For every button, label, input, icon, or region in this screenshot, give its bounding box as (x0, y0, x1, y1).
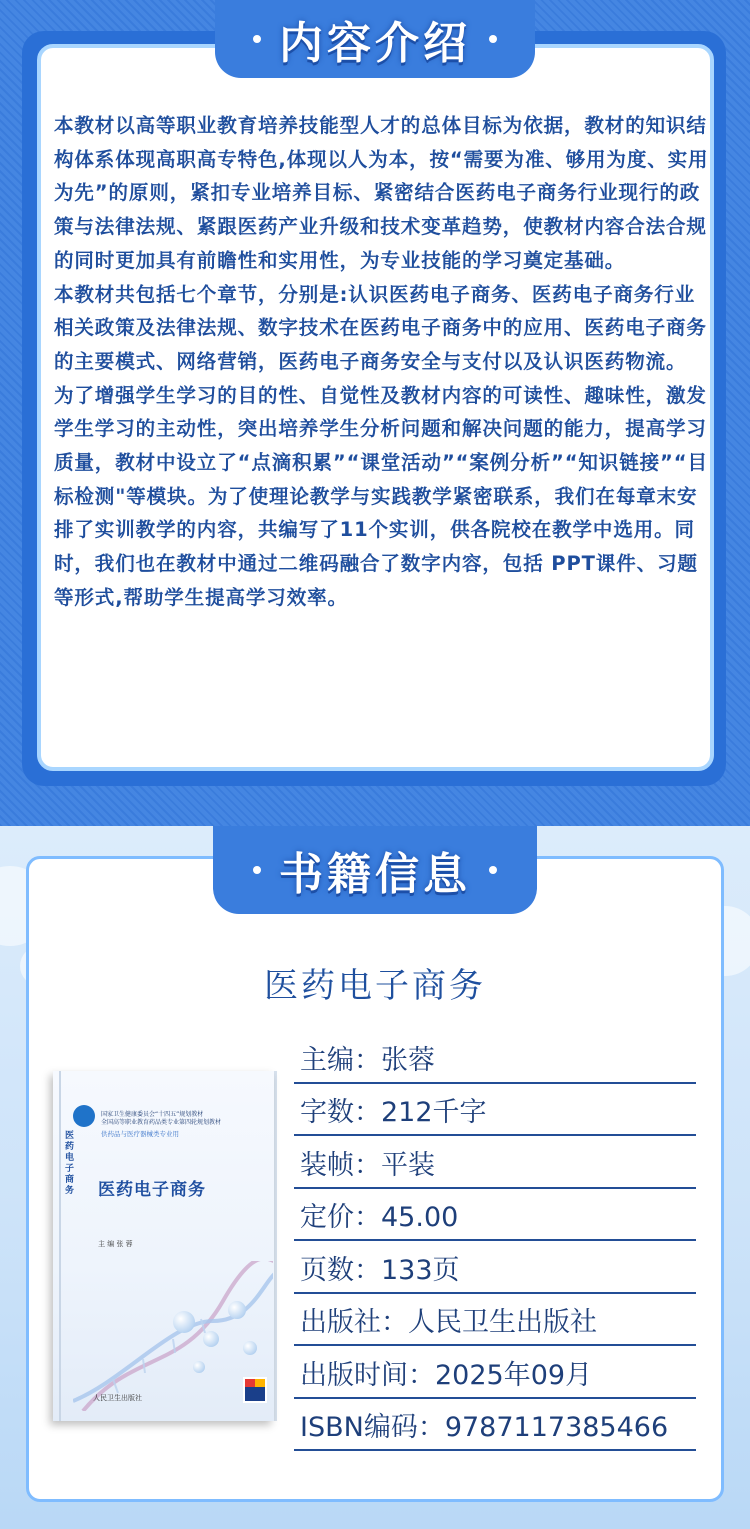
info-row (294, 1399, 696, 1452)
info-row-text: 页数：133页 (300, 1254, 460, 1286)
cover-publisher: 人民卫生出版社 (93, 1394, 142, 1402)
bullet-dot-icon (489, 866, 497, 874)
molecule-icon (173, 1311, 195, 1333)
intro-paragraph: 为了增强学生学习的目的性、自觉性及教材内容的可读性、趣味性，激发学生学习的主动性，突出培养学生分析问题和解决问题的能力，提高学习质量，教材中设立了“点滴积累”“课堂活动”“案例分析”“知识链接”“目标检测"等模块。为了使理论教学与实践教学紧密联系，我们在每章末安排了实训教学的内容，共编写了11个实训，供各院校在教学中选用。同时，我们也在教材中通过二维码融合了数字内容，包括 PPT课件、习题等形式,帮助学生提高学习效率。 (54, 383, 708, 609)
info-row (294, 1189, 696, 1242)
info-row (294, 1136, 696, 1189)
info-row (294, 1294, 696, 1347)
bullet-dot-icon (253, 35, 261, 43)
info-title-tab (213, 826, 537, 914)
info-row-text: ISBN编码：9787117385466 (300, 1412, 669, 1443)
book-cover-image (53, 1071, 274, 1421)
publisher-badge-icon (73, 1105, 95, 1127)
molecule-icon (203, 1331, 219, 1347)
book-title: 医药电子商务 (264, 966, 486, 1006)
info-row-text: 字数：212千字 (300, 1097, 487, 1128)
molecule-icon (228, 1301, 246, 1319)
cover-subtitle: 供药品与医疗器械类专业用 (101, 1130, 179, 1138)
info-row-text: 定价：45.00 (300, 1202, 459, 1233)
info-row-text: 主编：张蓉 (300, 1044, 435, 1076)
cover-series-line2: 全国高等职业教育药品类专业第四轮规划教材 (101, 1119, 222, 1126)
intro-text (54, 109, 712, 615)
intro-title-tab (215, 0, 535, 78)
intro-paragraph: 本教材以高等职业教育培养技能型人才的总体目标为依据，教材的知识结构体系体现高职高专特色,体现以人为本，按“需要为准、够用为度、实用为先”的原则，紧扣专业培养目标、紧密结合医药电子商务行业现行的政策与法律法规、紧跟医药产业升级和技术变革趋势，使教材内容合法合规的同时更加具有前瞻性和实用性，为专业技能的学习奠定基础。 (54, 114, 709, 272)
info-row (294, 1084, 696, 1137)
molecule-icon (243, 1341, 257, 1355)
info-title: 书籍信息 (279, 849, 471, 900)
cover-author: 主 编 张 蓉 (98, 1240, 133, 1248)
cover-spine-title: 医药电子商务 (65, 1131, 75, 1196)
intro-title: 内容介绍 (279, 18, 471, 69)
info-row-text: 装帧：平装 (300, 1149, 435, 1181)
info-row (294, 1346, 696, 1399)
intro-paragraph: 本教材共包括七个章节，分别是:认识医药电子商务、医药电子商务行业相关政策及法律法规、数字技术在医药电子商务中的应用、医药电子商务的主要模式、网络营销，医药电子商务安全与支付以及认识医药物流。 (54, 282, 707, 373)
cover-spine-line (59, 1071, 61, 1421)
publisher-logo-icon (243, 1377, 267, 1403)
info-row (294, 1241, 696, 1294)
info-row (294, 1031, 696, 1084)
molecule-icon (193, 1361, 205, 1373)
book-info-list (294, 1031, 696, 1451)
bullet-dot-icon (253, 866, 261, 874)
info-row-text: 出版时间：2025年09月 (300, 1359, 593, 1391)
cover-series-line1: 国家卫生健康委员会“十四五”规划教材 (101, 1111, 204, 1118)
bullet-dot-icon (489, 35, 497, 43)
cover-title: 医药电子商务 (98, 1180, 206, 1200)
info-row-text: 出版社：人民卫生出版社 (300, 1307, 597, 1338)
